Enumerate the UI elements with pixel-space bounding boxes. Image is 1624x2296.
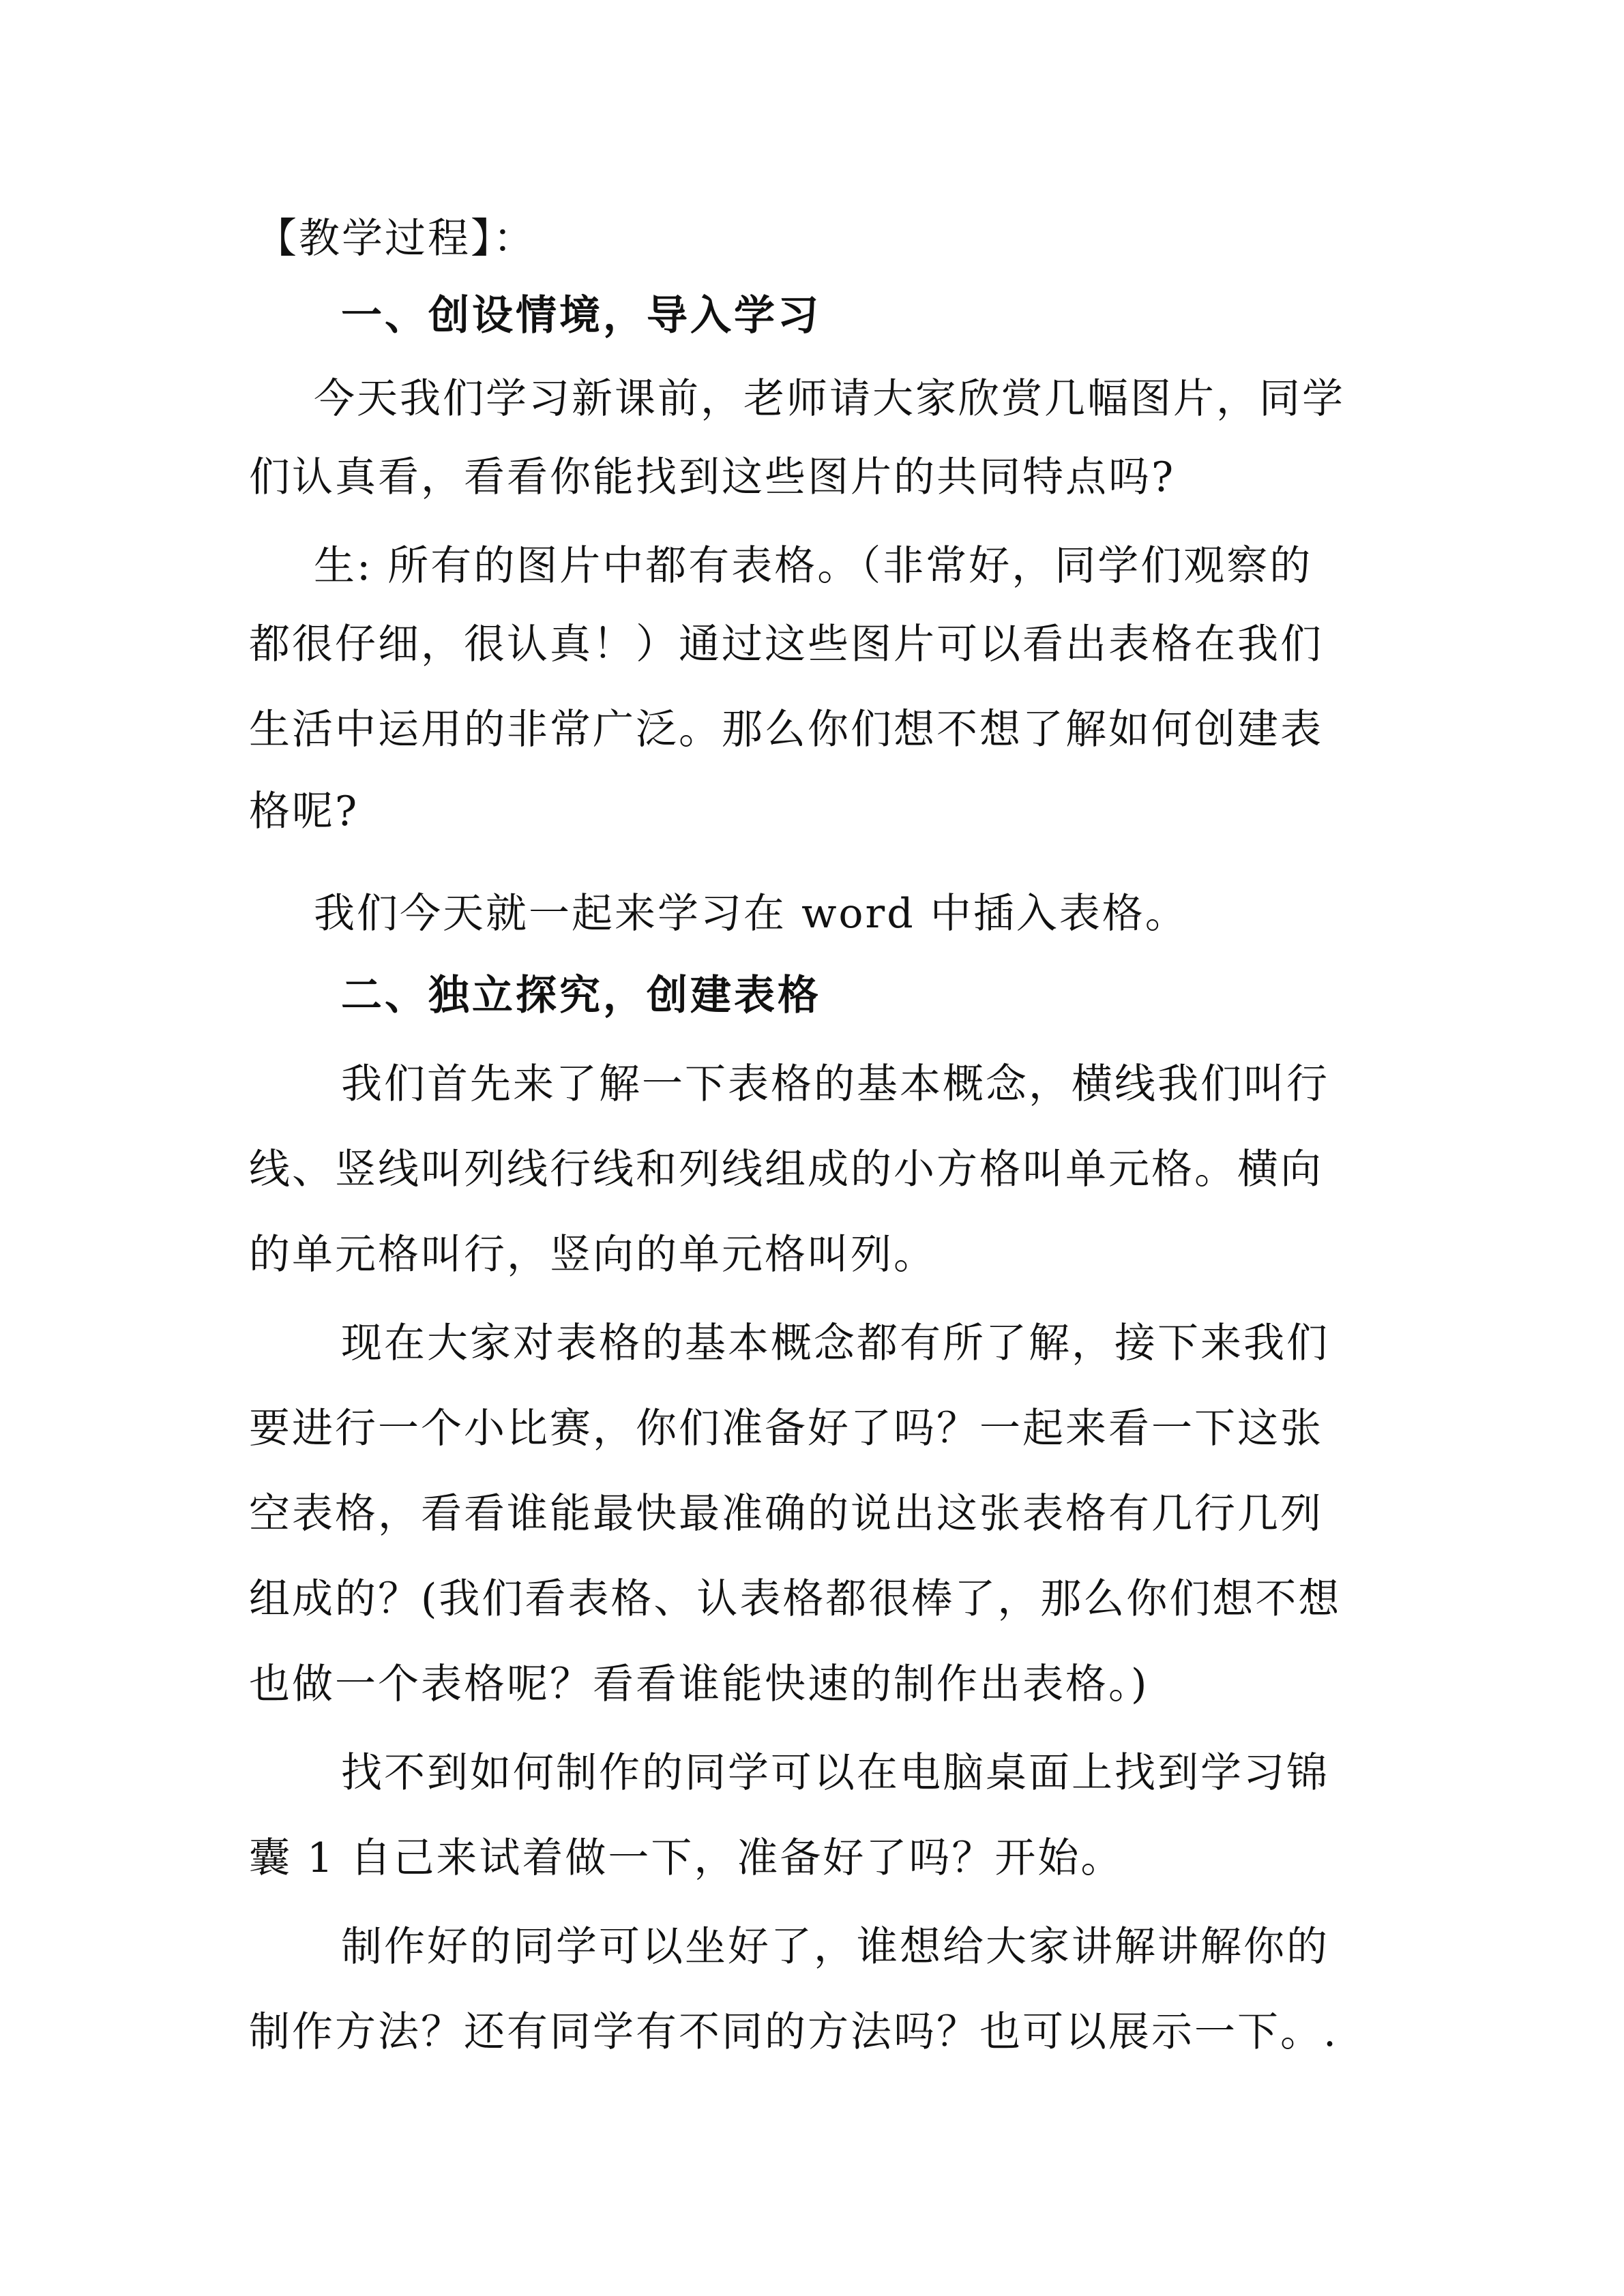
s2-p2-line5: 也做一个表格呢？看看谁能快速的制作出表格。): [249, 1660, 1149, 1708]
s2-p4-line1: 制作好的同学可以坐好了，谁想给大家讲解讲解你的: [341, 1923, 1329, 1971]
s1-p3-line1: 我们今天就一起来学习在 word 中插入表格。: [314, 890, 1188, 938]
s1-p1-line1: 今天我们学习新课前，老师请大家欣赏几幅图片，同学: [314, 375, 1345, 423]
s1-p2-line3: 生活中运用的非常广泛。那么你们想不想了解如何创建表: [249, 706, 1323, 754]
document-title: 【教学过程】：: [256, 215, 536, 263]
s2-p3-line1: 找不到如何制作的同学可以在电脑桌面上找到学习锦: [341, 1749, 1329, 1797]
section-2-heading: 二、独立探究，创建表格: [341, 972, 821, 1019]
s1-p2-line1: 生: 所有的图片中都有表格。（非常好，同学们观察的: [314, 542, 1313, 590]
s2-p4-line2: 制作方法？还有同学有不同的方法吗？也可以展示一下。.: [249, 2008, 1339, 2056]
s1-p2-line2: 都很仔细，很认真！）通过这些图片可以看出表格在我们: [249, 621, 1323, 668]
section-1-heading: 一、创设情境，导入学习: [341, 292, 821, 340]
s2-p3-line2: 囊 1 自己来试着做一下，准备好了吗？开始。: [249, 1834, 1124, 1882]
s2-p2-line4: 组成的？(我们看表格、认表格都很棒了，那么你们想不想: [249, 1575, 1342, 1623]
s2-p2-line1: 现在大家对表格的基本概念都有所了解，接下来我们: [341, 1320, 1329, 1367]
s1-p2-line4: 格呢?: [249, 788, 359, 835]
s2-p1-line1: 我们首先来了解一下表格的基本概念，横线我们叫行: [341, 1060, 1329, 1108]
s2-p2-line2: 要进行一个小比赛，你们准备好了吗？一起来看一下这张: [249, 1405, 1323, 1452]
s2-p1-line2: 线、竖线叫列线行线和列线组成的小方格叫单元格。横向: [249, 1146, 1323, 1193]
s2-p1-line3: 的单元格叫行，竖向的单元格叫列。: [249, 1231, 936, 1279]
s1-p1-line2: 们认真看，看看你能找到这些图片的共同特点吗?: [249, 453, 1176, 501]
s2-p2-line3: 空表格，看看谁能最快最准确的说出这张表格有几行几列: [249, 1490, 1323, 1538]
